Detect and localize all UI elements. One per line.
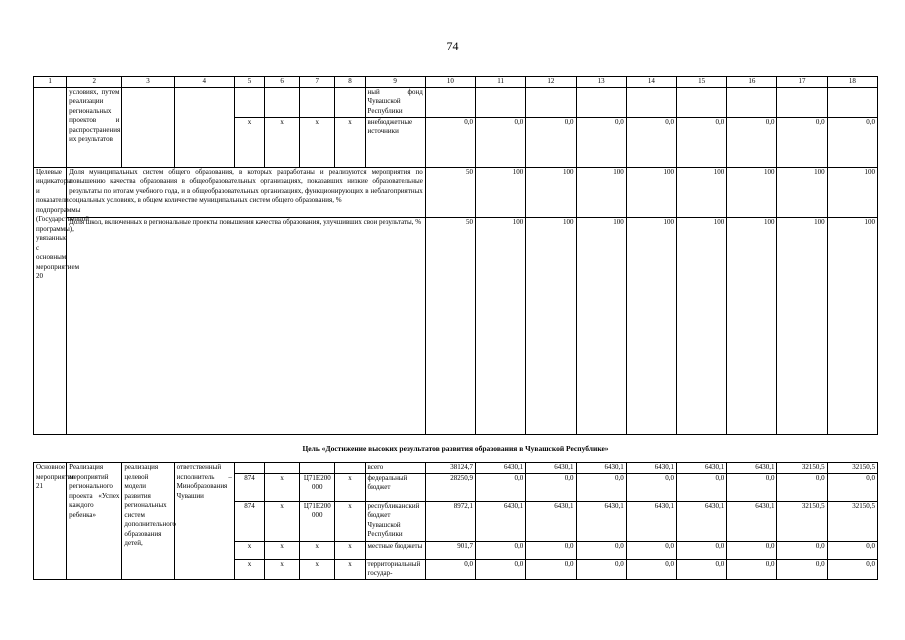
funding-source-cell: республиканский бюджет Чувашской Республики bbox=[365, 501, 425, 541]
cell-c6: x bbox=[265, 501, 300, 541]
value-cell: 0,0 bbox=[476, 473, 526, 501]
column-number: 18 bbox=[827, 77, 877, 88]
value-cell: 0,0 bbox=[526, 559, 576, 579]
value-cell: 0,0 bbox=[626, 473, 676, 501]
funding-source-cell: местные бюджеты bbox=[365, 541, 425, 559]
column-number: 11 bbox=[476, 77, 526, 88]
indicator-text: Доля школ, включенных в региональные проекты повышения качества образования, улучшивших свои результаты, % bbox=[67, 217, 426, 434]
value-cell: 0,0 bbox=[576, 559, 626, 579]
value-cell: 6430,1 bbox=[476, 463, 526, 474]
funding-source-cell: внебюджетные источники bbox=[365, 117, 425, 167]
value-cell: 0,0 bbox=[777, 541, 827, 559]
value-cell: 0,0 bbox=[777, 473, 827, 501]
value-cell: 0,0 bbox=[526, 541, 576, 559]
value-cell: 100 bbox=[727, 217, 777, 434]
cell-c5: x bbox=[234, 541, 264, 559]
value-cell: 0,0 bbox=[576, 473, 626, 501]
column-number: 3 bbox=[122, 77, 174, 88]
column-number: 2 bbox=[67, 77, 122, 88]
value-cell: 0,0 bbox=[727, 473, 777, 501]
main-col3: реализация целевой модели развития региональных систем дополнительного образования детей, bbox=[122, 463, 174, 580]
cell-c6: x bbox=[265, 559, 300, 579]
column-number: 13 bbox=[576, 77, 626, 88]
funding-source-cell: всего bbox=[365, 463, 425, 474]
value-cell: 100 bbox=[476, 217, 526, 434]
value-cell: 0,0 bbox=[476, 541, 526, 559]
cell-c8 bbox=[335, 463, 365, 474]
main-col1: Основное мероприятие 21 bbox=[34, 463, 67, 580]
budget-table-top bbox=[33, 76, 878, 435]
funding-source-cell: территориальный государ- bbox=[365, 559, 425, 579]
column-number: 15 bbox=[676, 77, 726, 88]
cell-c5: 874 bbox=[234, 501, 264, 541]
value-cell: 100 bbox=[777, 217, 827, 434]
column-number: 17 bbox=[777, 77, 827, 88]
value-cell: 50 bbox=[425, 217, 475, 434]
value-cell: 100 bbox=[476, 167, 526, 217]
value-cell: 6430,1 bbox=[626, 501, 676, 541]
value-cell: 0,0 bbox=[827, 473, 877, 501]
value-cell: 0,0 bbox=[576, 541, 626, 559]
value-cell: 100 bbox=[576, 167, 626, 217]
value-cell: 0,0 bbox=[626, 117, 676, 167]
value-cell: 0,0 bbox=[676, 541, 726, 559]
column-number: 16 bbox=[727, 77, 777, 88]
cell-c5: 874 bbox=[234, 473, 264, 501]
indicator-text: Доля муниципальных систем общего образования, в которых разработаны и реализуются мероприятия по повышению качества образования в общеобразовательных организациях, показавших низкие образовательные результаты по итогам учебного года, и в общеобразовательных организациях, функционирующих в неблагоприятных социальных условиях, в общем количестве муниципальных систем общего образования, % bbox=[67, 167, 426, 217]
column-number: 8 bbox=[335, 77, 365, 88]
main-col2: Реализация мероприятий регионального проекта «Успех каждого ребенка» bbox=[67, 463, 122, 580]
column-number: 14 bbox=[626, 77, 676, 88]
indicator-row bbox=[34, 217, 878, 434]
value-cell: 8972,1 bbox=[425, 501, 475, 541]
cell-c5: x bbox=[234, 559, 264, 579]
table-row bbox=[34, 463, 878, 474]
value-cell: 100 bbox=[827, 167, 877, 217]
value-cell: 0,0 bbox=[777, 559, 827, 579]
value-cell: 0,0 bbox=[626, 541, 676, 559]
value-cell: 100 bbox=[676, 167, 726, 217]
value-cell: 0,0 bbox=[827, 559, 877, 579]
value-cell: 901,7 bbox=[425, 541, 475, 559]
value-cell: 32150,5 bbox=[777, 501, 827, 541]
value-cell: 100 bbox=[526, 167, 576, 217]
cell-c6: x bbox=[265, 117, 300, 167]
cell-c7 bbox=[300, 463, 335, 474]
cell-c5 bbox=[234, 463, 264, 474]
cell-c7: x bbox=[300, 117, 335, 167]
value-cell: 0,0 bbox=[676, 473, 726, 501]
value-cell: 0,0 bbox=[727, 559, 777, 579]
value-cell: 0,0 bbox=[576, 117, 626, 167]
value-cell: 100 bbox=[777, 167, 827, 217]
event-description-cell: условиях, путем реализации региональных проектов и распространения их результатов bbox=[67, 87, 122, 167]
value-cell: 100 bbox=[626, 217, 676, 434]
value-cell: 32150,5 bbox=[827, 501, 877, 541]
value-cell: 0,0 bbox=[777, 117, 827, 167]
value-cell: 0,0 bbox=[626, 559, 676, 579]
value-cell: 6430,1 bbox=[576, 501, 626, 541]
cell-c7: x bbox=[300, 541, 335, 559]
value-cell: 50 bbox=[425, 167, 475, 217]
column-number: 12 bbox=[526, 77, 576, 88]
value-cell: 6430,1 bbox=[526, 501, 576, 541]
value-cell: 6430,1 bbox=[476, 501, 526, 541]
value-cell: 0,0 bbox=[526, 473, 576, 501]
value-cell: 0,0 bbox=[476, 117, 526, 167]
value-cell: 100 bbox=[576, 217, 626, 434]
value-cell: 0,0 bbox=[476, 559, 526, 579]
column-number: 6 bbox=[265, 77, 300, 88]
value-cell: 0,0 bbox=[827, 541, 877, 559]
value-cell: 6430,1 bbox=[676, 463, 726, 474]
goal-heading: Цель «Достижение высоких результатов развития образования в Чувашской Республике» bbox=[302, 444, 609, 453]
value-cell: 6430,1 bbox=[526, 463, 576, 474]
value-cell: 0,0 bbox=[425, 117, 475, 167]
column-number: 5 bbox=[234, 77, 264, 88]
value-cell: 28250,9 bbox=[425, 473, 475, 501]
value-cell: 0,0 bbox=[526, 117, 576, 167]
value-cell: 100 bbox=[526, 217, 576, 434]
value-cell: 6430,1 bbox=[727, 463, 777, 474]
cell-c6: x bbox=[265, 473, 300, 501]
value-cell: 6430,1 bbox=[676, 501, 726, 541]
table-row bbox=[34, 87, 878, 117]
value-cell: 6430,1 bbox=[626, 463, 676, 474]
column-number: 4 bbox=[174, 77, 234, 88]
column-number-row bbox=[34, 77, 878, 88]
value-cell: 100 bbox=[626, 167, 676, 217]
budget-table-bottom bbox=[33, 462, 878, 580]
main-col4: ответственный исполнитель – Минобразования Чувашии bbox=[174, 463, 234, 580]
indicators-label: Целевые индикаторы и показатели подпрограммы (Государственной программы), увязанные с основным мероприятием 20 bbox=[34, 167, 67, 434]
cell-c5: x bbox=[234, 117, 264, 167]
column-number: 1 bbox=[34, 77, 67, 88]
value-cell: 0,0 bbox=[727, 117, 777, 167]
value-cell: 0,0 bbox=[425, 559, 475, 579]
cell-c6 bbox=[265, 463, 300, 474]
cell-c8: x bbox=[335, 473, 365, 501]
value-cell: 100 bbox=[827, 217, 877, 434]
value-cell: 100 bbox=[727, 167, 777, 217]
cell-c7: Ц71Е200 000 bbox=[300, 473, 335, 501]
cell-c7: Ц71Е200 000 bbox=[300, 501, 335, 541]
value-cell: 0,0 bbox=[676, 117, 726, 167]
cell-c7: x bbox=[300, 559, 335, 579]
value-cell: 6430,1 bbox=[576, 463, 626, 474]
column-number: 9 bbox=[365, 77, 425, 88]
column-number: 7 bbox=[300, 77, 335, 88]
value-cell: 0,0 bbox=[676, 559, 726, 579]
funding-source-cell: ный фонд Чувашской Республики bbox=[365, 87, 425, 117]
column-number: 10 bbox=[425, 77, 475, 88]
cell-c8: x bbox=[335, 501, 365, 541]
value-cell: 32150,5 bbox=[827, 463, 877, 474]
cell-c8: x bbox=[335, 559, 365, 579]
value-cell: 0,0 bbox=[727, 541, 777, 559]
cell-c6: x bbox=[265, 541, 300, 559]
cell-c8: x bbox=[335, 117, 365, 167]
value-cell: 38124,7 bbox=[425, 463, 475, 474]
page-number: 74 bbox=[446, 39, 459, 53]
funding-source-cell: федеральный бюджет bbox=[365, 473, 425, 501]
value-cell: 100 bbox=[676, 217, 726, 434]
value-cell: 32150,5 bbox=[777, 463, 827, 474]
indicator-row bbox=[34, 167, 878, 217]
value-cell: 6430,1 bbox=[727, 501, 777, 541]
value-cell: 0,0 bbox=[827, 117, 877, 167]
cell-c8: x bbox=[335, 541, 365, 559]
